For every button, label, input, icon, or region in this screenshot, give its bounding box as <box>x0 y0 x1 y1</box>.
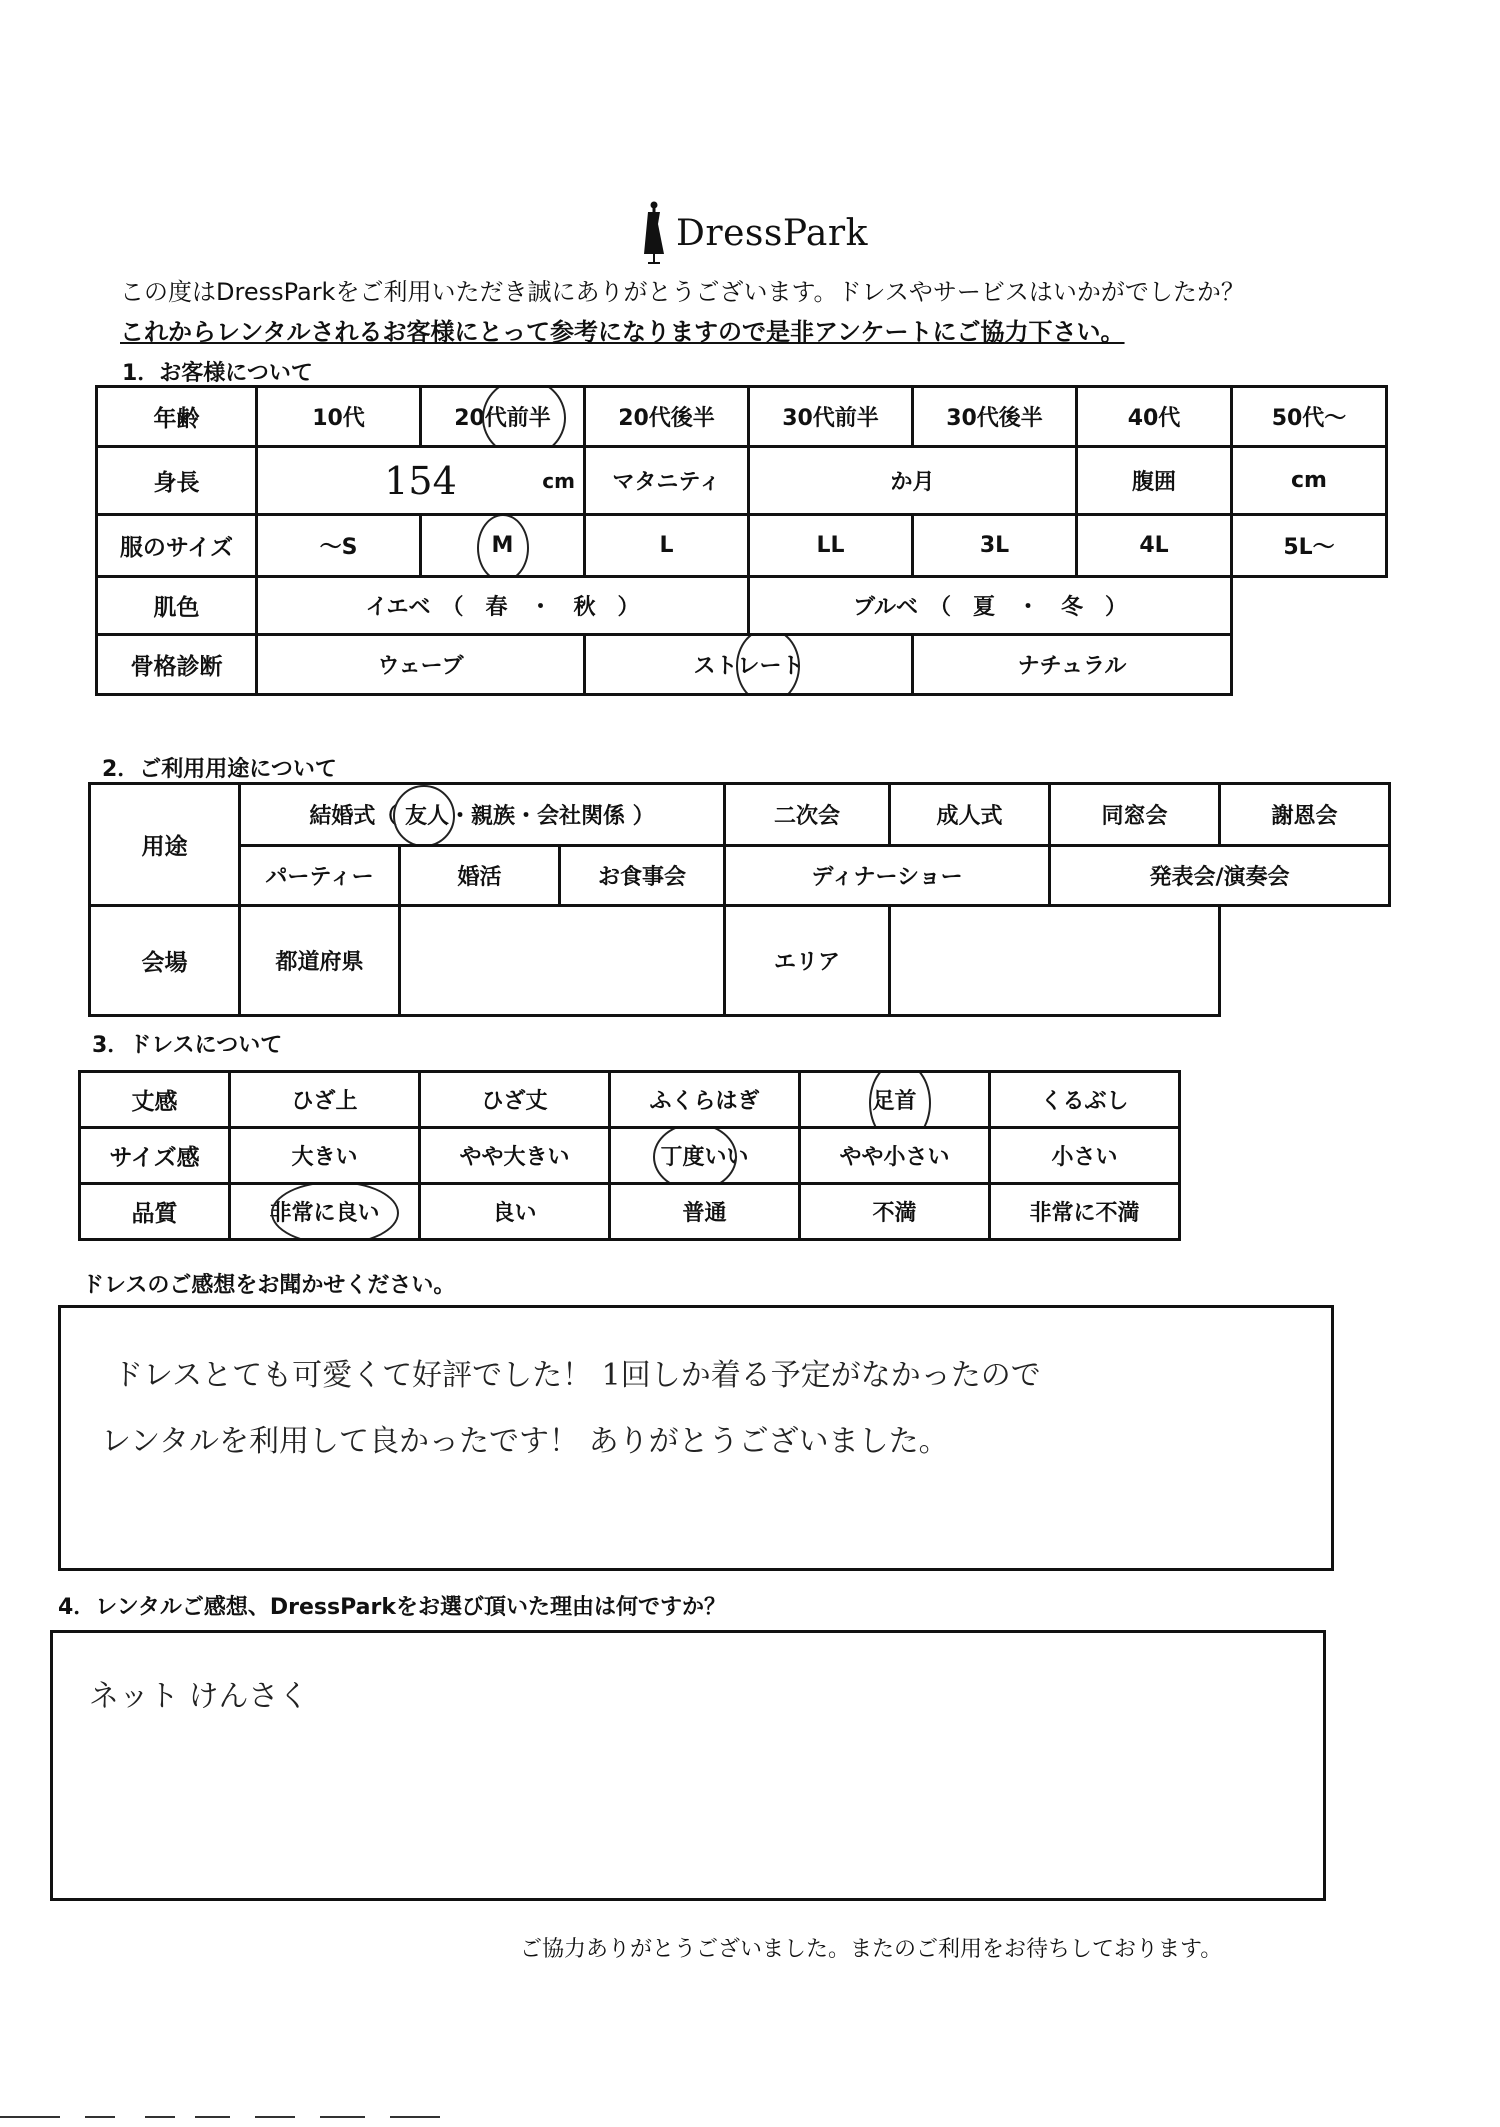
footer-thanks: ご協力ありがとうございました。またのご利用をお待ちしております。 <box>520 1937 1223 1962</box>
fit-option[interactable]: やや大きい <box>420 1128 610 1184</box>
impressions-box[interactable] <box>58 1305 1334 1571</box>
length-option[interactable]: くるぶし <box>990 1072 1180 1128</box>
waist-label: 腹囲 <box>1077 447 1232 515</box>
section-4-title: 4．レンタルご感想、DressParkをお選び頂いた理由は何ですか？ <box>58 1595 726 1620</box>
wedding-option[interactable] <box>240 784 725 846</box>
fit-row <box>80 1128 1180 1184</box>
fit-option[interactable]: 小さい <box>990 1128 1180 1184</box>
scan-dash <box>85 2116 115 2118</box>
age-option[interactable]: 50代～ <box>1232 387 1387 447</box>
age-option[interactable]: 20代後半 <box>585 387 749 447</box>
length-option[interactable]: ふくらはぎ <box>610 1072 800 1128</box>
fit-option[interactable]: 大きい <box>230 1128 420 1184</box>
purpose-option[interactable]: 成人式 <box>890 784 1050 846</box>
empty-cell <box>1232 635 1387 695</box>
dress-icon <box>640 200 668 266</box>
purpose-table <box>88 782 1391 1017</box>
impressions-text-line-2: レンタルを利用して良かったです！ ありがとうございました。 <box>101 1424 949 1459</box>
age-option[interactable]: 40代 <box>1077 387 1232 447</box>
age-option-label: 20代前半 <box>454 406 551 431</box>
quality-option-selected[interactable] <box>230 1184 420 1240</box>
quality-option[interactable]: 不満 <box>800 1184 990 1240</box>
section-2-title: 2．ご利用用途について <box>102 757 337 782</box>
size-row <box>97 515 1387 577</box>
dress-table <box>78 1070 1181 1241</box>
maternity-months[interactable]: か月 <box>749 447 1077 515</box>
size-option[interactable]: ～S <box>257 515 421 577</box>
size-option-label: M <box>491 533 514 558</box>
section-3-title: 3．ドレスについて <box>92 1033 283 1058</box>
height-unit: cm <box>542 468 575 493</box>
height-label: 身長 <box>97 447 257 515</box>
skeleton-row <box>97 635 1387 695</box>
height-row <box>97 447 1387 515</box>
prefecture-field[interactable] <box>400 906 725 1016</box>
purpose-option[interactable]: 同窓会 <box>1050 784 1220 846</box>
fit-option-selected[interactable] <box>610 1128 800 1184</box>
skin-blue[interactable]: ブルベ （ 夏 ・ 冬 ） <box>749 577 1232 635</box>
length-option[interactable]: ひざ丈 <box>420 1072 610 1128</box>
size-option[interactable]: 4L <box>1077 515 1232 577</box>
purpose-option[interactable]: 発表会/演奏会 <box>1050 846 1390 906</box>
scan-dash <box>255 2116 295 2118</box>
skeleton-label: 骨格診断 <box>97 635 257 695</box>
length-label: 丈感 <box>80 1072 230 1128</box>
empty-cell <box>1232 577 1387 635</box>
age-option[interactable]: 10代 <box>257 387 421 447</box>
scan-dash <box>320 2116 365 2118</box>
fit-option-label: 丁度いい <box>660 1145 749 1170</box>
intro-line-1: この度はDressParkをご利用いただき誠にありがとうございます。ドレスやサービスはいかがでしたか？ <box>120 278 1245 306</box>
length-row <box>80 1072 1180 1128</box>
size-option[interactable]: L <box>585 515 749 577</box>
fit-label: サイズ感 <box>80 1128 230 1184</box>
quality-option-label: 非常に良い <box>269 1201 380 1226</box>
height-field[interactable] <box>257 447 585 515</box>
skeleton-option[interactable]: ウェーブ <box>257 635 585 695</box>
skin-yellow[interactable]: イエベ （ 春 ・ 秋 ） <box>257 577 749 635</box>
purpose-option[interactable]: パーティー <box>240 846 400 906</box>
skeleton-option[interactable]: ナチュラル <box>913 635 1232 695</box>
quality-option[interactable]: 普通 <box>610 1184 800 1240</box>
scan-dash <box>195 2116 230 2118</box>
section-1-title: 1．お客様について <box>122 361 313 386</box>
area-field[interactable] <box>890 906 1220 1016</box>
height-value: 154 <box>384 458 457 503</box>
size-label: 服のサイズ <box>97 515 257 577</box>
age-option[interactable]: 30代前半 <box>749 387 913 447</box>
purpose-option[interactable]: お食事会 <box>560 846 725 906</box>
age-option[interactable]: 30代後半 <box>913 387 1077 447</box>
age-row <box>97 387 1387 447</box>
purpose-row-2 <box>90 846 1390 906</box>
skin-row <box>97 577 1387 635</box>
skin-label: 肌色 <box>97 577 257 635</box>
skeleton-option-selected[interactable] <box>585 635 913 695</box>
purpose-row-1 <box>90 784 1390 846</box>
skeleton-option-label: ストレート <box>693 654 804 679</box>
purpose-option[interactable]: ディナーショー <box>725 846 1050 906</box>
fit-option[interactable]: やや小さい <box>800 1128 990 1184</box>
empty-cell <box>1220 906 1390 1016</box>
maternity-label: マタニティ <box>585 447 749 515</box>
length-option[interactable]: ひざ上 <box>230 1072 420 1128</box>
waist-unit[interactable]: cm <box>1232 447 1387 515</box>
age-option-selected[interactable] <box>421 387 585 447</box>
reason-box[interactable] <box>50 1630 1326 1901</box>
length-option-label: 足首 <box>872 1089 917 1114</box>
reason-text: ネット けんさく <box>89 1679 309 1714</box>
customer-table <box>95 385 1388 696</box>
scan-dash <box>145 2116 175 2118</box>
purpose-option[interactable]: 謝恩会 <box>1220 784 1390 846</box>
quality-label: 品質 <box>80 1184 230 1240</box>
quality-option[interactable]: 良い <box>420 1184 610 1240</box>
dresspark-logo <box>640 198 868 268</box>
scan-dash <box>0 2116 60 2118</box>
age-label: 年齢 <box>97 387 257 447</box>
purpose-option[interactable]: 婚活 <box>400 846 560 906</box>
area-label: エリア <box>725 906 890 1016</box>
logo-text: DressPark <box>676 212 868 254</box>
quality-option[interactable]: 非常に不満 <box>990 1184 1180 1240</box>
purpose-label: 用途 <box>90 784 240 906</box>
intro-line-2: これからレンタルされるお客様にとって参考になりますので是非アンケートにご協力下さい。 <box>120 318 1125 346</box>
wedding-text: 結婚式（ 友人・親族・会社関係 ） <box>309 804 655 829</box>
size-option-selected[interactable] <box>421 515 585 577</box>
venue-label: 会場 <box>90 906 240 1016</box>
length-option-selected[interactable] <box>800 1072 990 1128</box>
scan-dash <box>390 2116 440 2118</box>
venue-row <box>90 906 1390 1016</box>
size-option[interactable]: 5L～ <box>1232 515 1387 577</box>
prefecture-label: 都道府県 <box>240 906 400 1016</box>
purpose-option[interactable]: 二次会 <box>725 784 890 846</box>
impressions-text-line-1: ドレスとても可愛くて好評でした！ 1回しか着る予定がなかったので <box>113 1358 1041 1393</box>
quality-row <box>80 1184 1180 1240</box>
size-option[interactable]: LL <box>749 515 913 577</box>
impressions-title: ドレスのご感想をお聞かせください。 <box>82 1273 456 1298</box>
size-option[interactable]: 3L <box>913 515 1077 577</box>
